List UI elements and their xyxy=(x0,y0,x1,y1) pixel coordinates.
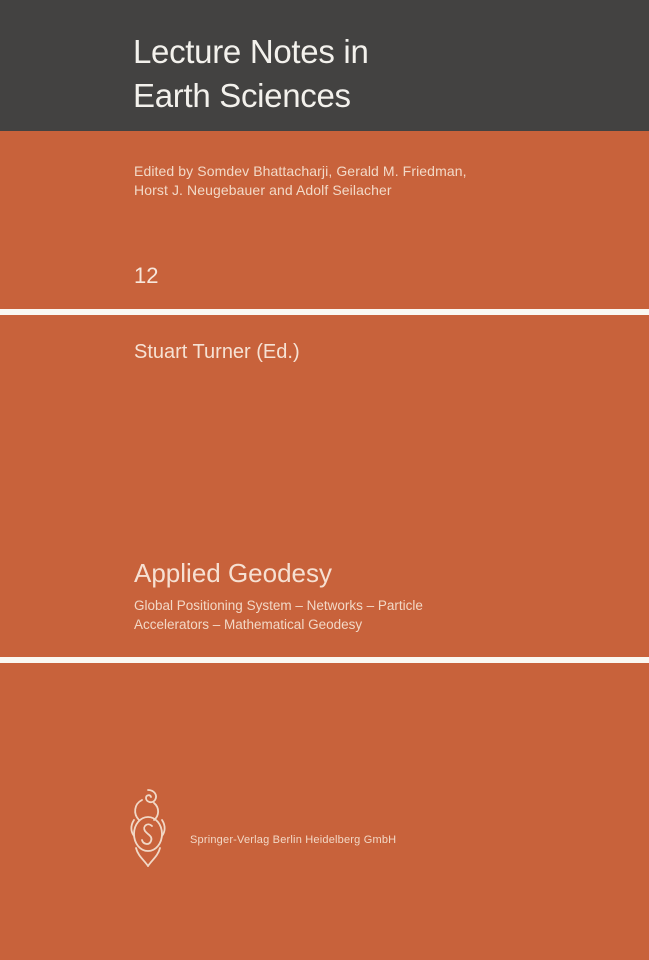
editors-line-2: Horst J. Neugebauer and Adolf Seilacher xyxy=(134,182,392,198)
series-title xyxy=(133,30,369,118)
publisher-block xyxy=(124,786,524,876)
book-title: Applied Geodesy xyxy=(134,558,333,588)
bottom-divider xyxy=(0,657,649,663)
series-title-line-2: Earth Sciences xyxy=(133,77,351,114)
publisher-name: Springer-Verlag Berlin Heidelberg GmbH xyxy=(190,834,397,846)
series-header-band xyxy=(0,0,649,131)
subtitle-line-2: Accelerators – Mathematical Geodesy xyxy=(134,617,363,632)
top-divider xyxy=(0,309,649,315)
series-title-line-1: Lecture Notes in xyxy=(133,33,369,70)
book-subtitle xyxy=(134,596,423,634)
volume-number: 12 xyxy=(134,263,159,288)
subtitle-line-1: Global Positioning System – Networks – Particle xyxy=(134,598,423,613)
series-editors xyxy=(134,162,467,200)
springer-knight-icon xyxy=(124,786,172,870)
editors-line-1: Edited by Somdev Bhattacharji, Gerald M. Friedman, xyxy=(134,163,467,179)
book-editor: Stuart Turner (Ed.) xyxy=(134,341,300,363)
